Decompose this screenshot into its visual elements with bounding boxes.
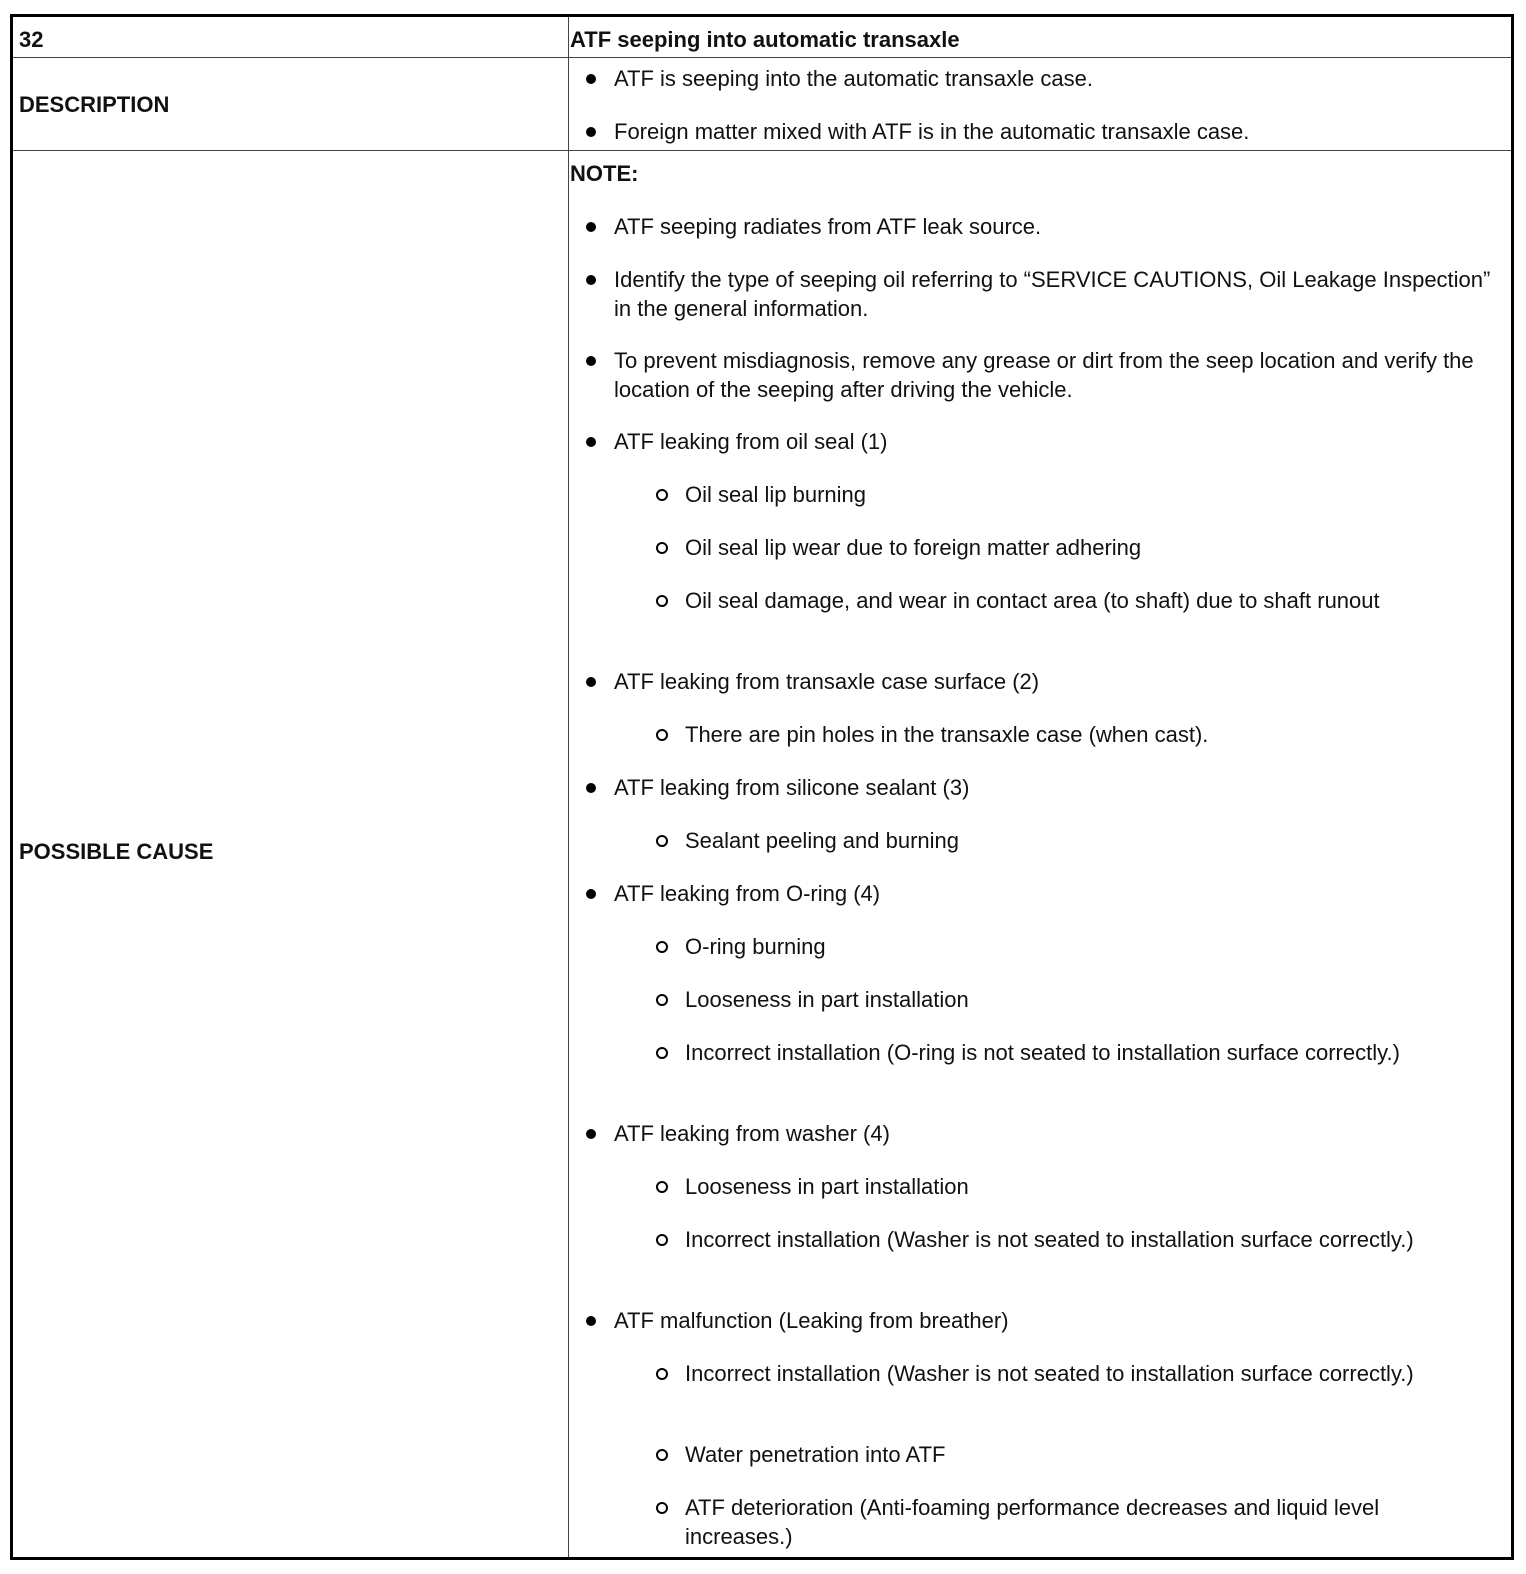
cause-subitem bbox=[685, 1225, 1485, 1254]
cause-item bbox=[614, 1306, 1494, 1335]
note-label: NOTE: bbox=[570, 161, 639, 186]
bullet-dot-icon bbox=[586, 677, 596, 687]
description-item-text: Foreign matter mixed with ATF is in the automatic transaxle case. bbox=[614, 119, 1250, 144]
cause-subitem-text: ATF deterioration (Anti-foaming performance decreases and liquid level increases.) bbox=[685, 1495, 1380, 1549]
description-item-text: ATF is seeping into the automatic transaxle case. bbox=[614, 66, 1093, 91]
cause-subitem bbox=[685, 720, 1485, 749]
row-divider-header bbox=[13, 57, 1511, 58]
bullet-circle-icon bbox=[656, 1368, 668, 1380]
cause-subitem-text: Oil seal lip burning bbox=[685, 482, 866, 507]
bullet-dot-icon bbox=[586, 74, 596, 84]
cause-item-text: To prevent misdiagnosis, remove any grease or dirt from the seep location and verify the location of the seeping after driving the vehicle. bbox=[614, 348, 1474, 402]
bullet-circle-icon bbox=[656, 1047, 668, 1059]
cause-subitem bbox=[685, 480, 1485, 509]
cause-subitem bbox=[685, 1359, 1485, 1388]
cause-item-text: ATF leaking from washer (4) bbox=[614, 1121, 890, 1146]
bullet-dot-icon bbox=[586, 783, 596, 793]
cause-item-text: ATF leaking from oil seal (1) bbox=[614, 429, 888, 454]
cause-subitem bbox=[685, 1440, 1485, 1469]
bullet-dot-icon bbox=[586, 127, 596, 137]
cause-subitem bbox=[685, 1493, 1485, 1551]
cause-item bbox=[614, 346, 1494, 404]
row-divider-description bbox=[13, 150, 1511, 151]
column-divider bbox=[568, 17, 569, 1557]
cause-item-text: Identify the type of seeping oil referring to “SERVICE CAUTIONS, Oil Leakage Inspection” in the general information. bbox=[614, 267, 1491, 321]
cause-subitem-text: Looseness in part installation bbox=[685, 987, 969, 1012]
bullet-circle-icon bbox=[656, 1234, 668, 1246]
description-label: DESCRIPTION bbox=[19, 92, 170, 117]
cause-subitem-text: Incorrect installation (Washer is not seated to installation surface correctly.) bbox=[685, 1361, 1414, 1386]
cause-subitem bbox=[685, 1038, 1485, 1067]
bullet-dot-icon bbox=[586, 356, 596, 366]
bullet-dot-icon bbox=[586, 437, 596, 447]
cause-item bbox=[614, 879, 1494, 908]
cause-subitem-text: Oil seal damage, and wear in contact area (to shaft) due to shaft runout bbox=[685, 588, 1380, 613]
cause-subitem bbox=[685, 1172, 1485, 1201]
bullet-circle-icon bbox=[656, 542, 668, 554]
cause-subitem-text: O-ring burning bbox=[685, 934, 826, 959]
item-number: 32 bbox=[19, 27, 44, 52]
bullet-circle-icon bbox=[656, 1181, 668, 1193]
bullet-circle-icon bbox=[656, 994, 668, 1006]
cause-item-text: ATF leaking from O-ring (4) bbox=[614, 881, 881, 906]
cause-subitem-text: Sealant peeling and burning bbox=[685, 828, 960, 853]
bullet-dot-icon bbox=[586, 1316, 596, 1326]
description-item bbox=[614, 117, 1494, 146]
cause-subitem bbox=[685, 932, 1485, 961]
bullet-circle-icon bbox=[656, 489, 668, 501]
bullet-circle-icon bbox=[656, 941, 668, 953]
cause-subitem-text: There are pin holes in the transaxle case (when cast). bbox=[685, 722, 1209, 747]
bullet-dot-icon bbox=[586, 889, 596, 899]
cause-item-text: ATF leaking from transaxle case surface (2) bbox=[614, 669, 1040, 694]
cause-item-text: ATF malfunction (Leaking from breather) bbox=[614, 1308, 1009, 1333]
cause-subitem bbox=[685, 826, 1485, 855]
cause-subitem bbox=[685, 533, 1485, 562]
cause-item bbox=[614, 1119, 1494, 1148]
cause-subitem-text: Oil seal lip wear due to foreign matter adhering bbox=[685, 535, 1142, 560]
cause-item-text: ATF seeping radiates from ATF leak source. bbox=[614, 214, 1042, 239]
cause-item bbox=[614, 773, 1494, 802]
bullet-circle-icon bbox=[656, 835, 668, 847]
cause-item bbox=[614, 667, 1494, 696]
cause-item bbox=[614, 265, 1494, 323]
bullet-circle-icon bbox=[656, 595, 668, 607]
cause-subitem bbox=[685, 985, 1485, 1014]
cause-item bbox=[614, 427, 1494, 456]
cause-subitem bbox=[685, 586, 1485, 615]
bullet-dot-icon bbox=[586, 275, 596, 285]
cause-subitem-text: Water penetration into ATF bbox=[685, 1442, 946, 1467]
cause-subitem-text: Incorrect installation (O-ring is not seated to installation surface correctly.) bbox=[685, 1040, 1400, 1065]
bullet-circle-icon bbox=[656, 729, 668, 741]
possible-cause-label: POSSIBLE CAUSE bbox=[19, 839, 214, 864]
cause-subitem-text: Incorrect installation (Washer is not seated to installation surface correctly.) bbox=[685, 1227, 1414, 1252]
cause-item bbox=[614, 212, 1494, 241]
bullet-circle-icon bbox=[656, 1502, 668, 1514]
diagnostic-table bbox=[10, 14, 1514, 1560]
description-item bbox=[614, 64, 1494, 93]
cause-item-text: ATF leaking from silicone sealant (3) bbox=[614, 775, 970, 800]
item-title: ATF seeping into automatic transaxle bbox=[570, 27, 960, 52]
cause-subitem-text: Looseness in part installation bbox=[685, 1174, 969, 1199]
bullet-dot-icon bbox=[586, 222, 596, 232]
bullet-circle-icon bbox=[656, 1449, 668, 1461]
bullet-dot-icon bbox=[586, 1129, 596, 1139]
